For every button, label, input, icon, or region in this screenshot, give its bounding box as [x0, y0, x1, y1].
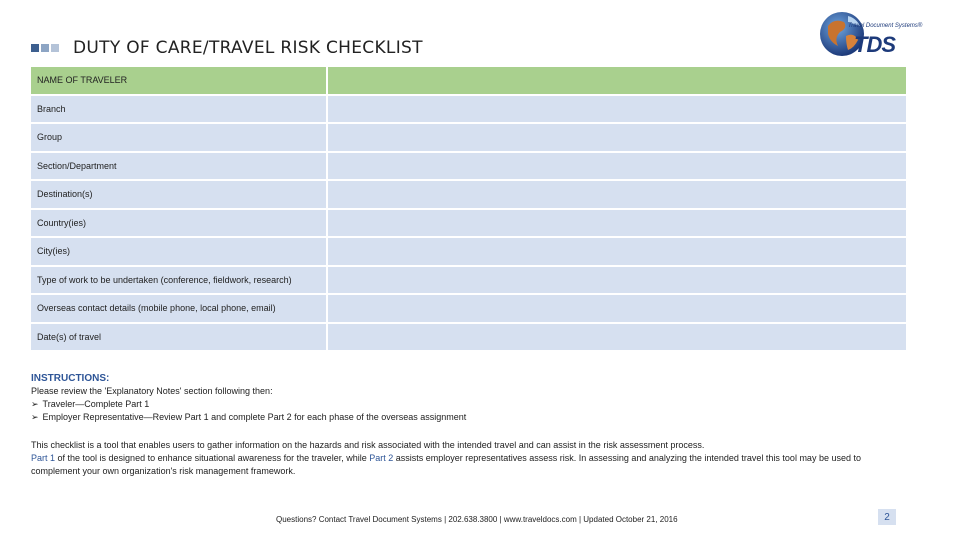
- header-square-icon: [51, 44, 59, 52]
- field-label: City(ies): [31, 238, 328, 267]
- field-label: Destination(s): [31, 181, 328, 210]
- form-row: [31, 324, 906, 353]
- field-value[interactable]: [328, 181, 906, 210]
- form-row: [31, 96, 906, 125]
- field-label: Overseas contact details (mobile phone, local phone, email): [31, 295, 328, 324]
- field-value[interactable]: [328, 210, 906, 239]
- form-row: [31, 267, 906, 296]
- field-label: Date(s) of travel: [31, 324, 328, 353]
- field-label: NAME OF TRAVELER: [31, 67, 328, 96]
- part1-link: Part 1: [31, 453, 56, 463]
- header-square-icon: [31, 44, 39, 52]
- field-label: Country(ies): [31, 210, 328, 239]
- logo-tagline: Travel Document Systems®: [848, 23, 923, 29]
- field-label: Type of work to be undertaken (conference, fieldwork, research): [31, 267, 328, 296]
- field-value[interactable]: [328, 267, 906, 296]
- form-row: [31, 210, 906, 239]
- field-value[interactable]: [328, 324, 906, 353]
- form-row: [31, 124, 906, 153]
- tds-logo: [818, 8, 928, 58]
- field-label: Group: [31, 124, 328, 153]
- header-square-icon: [41, 44, 49, 52]
- logo-text: TDS: [854, 32, 895, 57]
- instruction-item: ➢ Traveler—Complete Part 1: [31, 399, 150, 409]
- field-value[interactable]: [328, 153, 906, 182]
- page-header: [31, 38, 423, 58]
- instructions-heading: INSTRUCTIONS:: [31, 373, 110, 384]
- info-line: This checklist is a tool that enables users to gather information on the hazards and risk associated with the intended travel and can assist in the risk assessment process.: [31, 440, 705, 450]
- page-title: DUTY OF CARE/TRAVEL RISK CHECKLIST: [73, 38, 423, 58]
- arrow-bullet-icon: ➢: [31, 399, 39, 409]
- arrow-bullet-icon: ➢: [31, 412, 39, 422]
- field-value[interactable]: [328, 124, 906, 153]
- form-row: [31, 181, 906, 210]
- form-row: [31, 67, 906, 96]
- info-line: Part 1 of the tool is designed to enhance situational awareness for the traveler, while Part 2 assists employer representatives assess risk. In assessing and analyzing the intended travel this tool may be used to complement your own organization's risk management framework.: [31, 453, 861, 476]
- field-value[interactable]: [328, 238, 906, 267]
- form-row: [31, 295, 906, 324]
- field-label: Section/Department: [31, 153, 328, 182]
- field-value[interactable]: [328, 96, 906, 125]
- footer-text: Questions? Contact Travel Document Systems | 202.638.3800 | www.traveldocs.com | Updated October 21, 2016: [276, 515, 678, 524]
- instruction-item: ➢ Employer Representative—Review Part 1 and complete Part 2 for each phase of the overseas assignment: [31, 412, 467, 422]
- part2-link: Part 2: [369, 453, 394, 463]
- field-label: Branch: [31, 96, 328, 125]
- instructions-section: [31, 372, 466, 424]
- traveler-info-table: [31, 67, 906, 352]
- field-value[interactable]: [328, 67, 906, 96]
- field-value[interactable]: [328, 295, 906, 324]
- form-row: [31, 238, 906, 267]
- form-row: [31, 153, 906, 182]
- info-paragraph: [31, 439, 891, 478]
- page-number: 2: [878, 509, 896, 525]
- instructions-intro: Please review the 'Explanatory Notes' section following then:: [31, 386, 273, 396]
